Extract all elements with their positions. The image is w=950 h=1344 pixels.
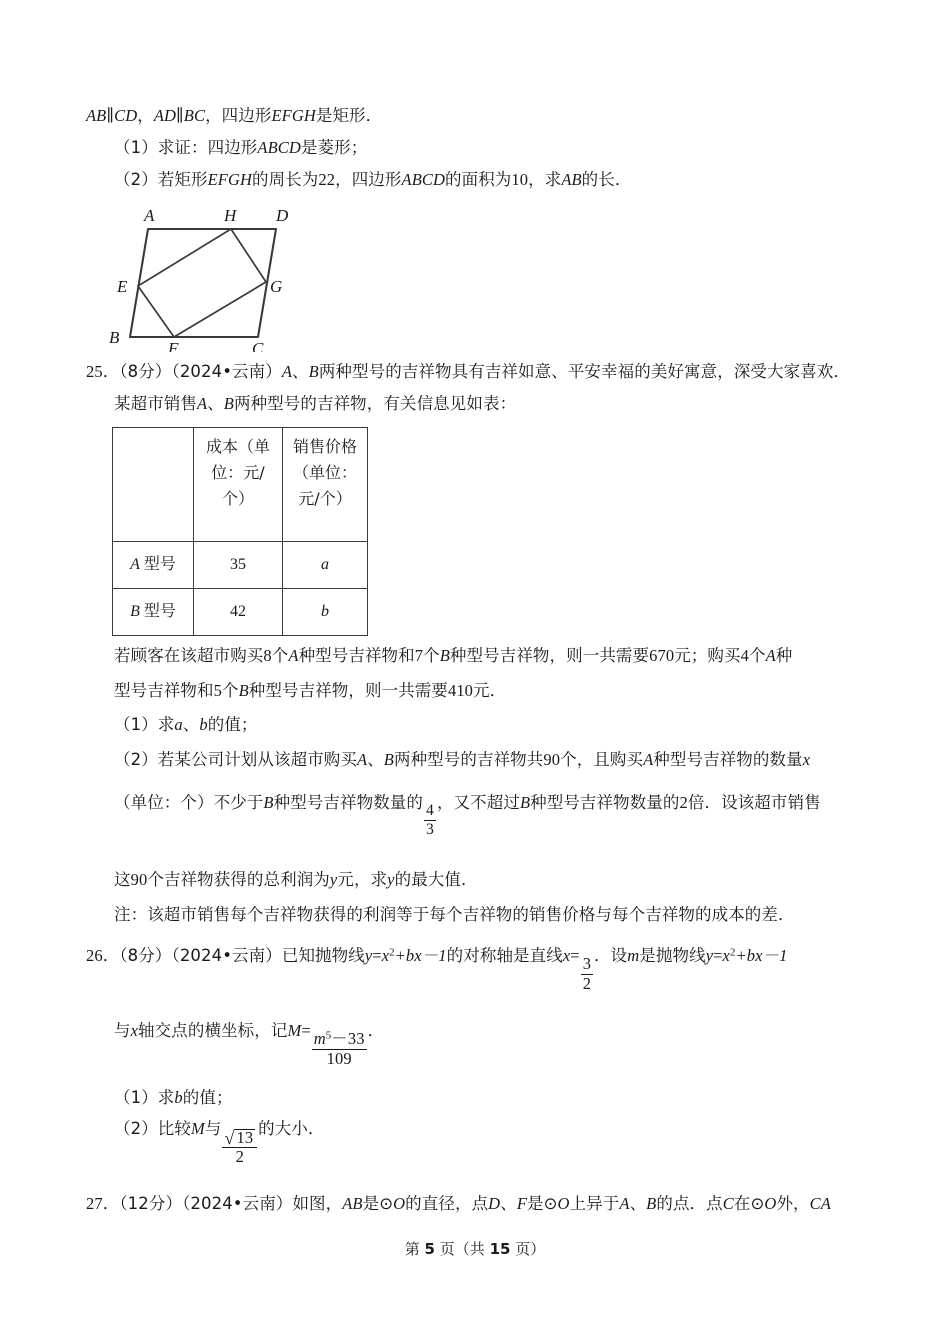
problem25-score: （8分） <box>119 362 172 382</box>
p26-dot-1: ． <box>594 945 611 965</box>
p27-text-f: 的点．点 <box>656 1194 723 1214</box>
circle-o-3: O <box>764 1194 777 1214</box>
row-a-price: a <box>283 541 368 588</box>
total-90-a: 90 <box>543 750 561 769</box>
q1-suffix: 的值； <box>207 715 258 735</box>
purchase-text-c: 种型号吉祥物，则一共需要 <box>449 645 650 665</box>
problem27-score: （12分） <box>119 1194 183 1214</box>
type-a-3: A <box>288 645 299 665</box>
p27-text-a: 如图， <box>292 1194 343 1214</box>
p26-text-c: 设 <box>610 945 628 965</box>
fraction-numerator: 4 <box>426 802 434 820</box>
page-content <box>86 104 876 1227</box>
p27-text-h: 外， <box>776 1194 810 1214</box>
note-text: 注：该超市销售每个吉祥物获得的利润等于每个吉祥物的销售价格与每个吉祥物的成本的差． <box>114 904 795 924</box>
p26-l2-a: 与 <box>114 1020 131 1040</box>
segment-ab-3: AB <box>342 1194 363 1214</box>
multiplier-2: 2 <box>679 792 688 812</box>
total-410: 410 <box>447 680 474 700</box>
problem25-note <box>86 903 876 928</box>
point-a: A <box>619 1194 630 1214</box>
purchase2-text-c: 元． <box>473 680 507 700</box>
fraction-numerator <box>312 1028 367 1050</box>
type-b-2: B <box>223 394 234 413</box>
problem25-purchase-line-2 <box>86 679 876 704</box>
fraction-denominator: 3 <box>426 821 434 839</box>
table-row <box>113 541 368 588</box>
total-90-b: 90 <box>130 870 148 890</box>
eq2-equals: = <box>713 945 723 965</box>
problem26-question-2 <box>86 1117 876 1166</box>
type-a-4: A <box>765 645 776 665</box>
fraction-denominator: 109 <box>326 1048 352 1068</box>
figure-label-G: G <box>270 277 283 297</box>
M-equals: = <box>301 1020 311 1040</box>
fraction-numerator: 3 <box>582 953 592 973</box>
type-b-3: B <box>439 645 450 665</box>
header-cell-empty <box>113 427 194 541</box>
eq2-rest: +bx－1 <box>735 945 788 965</box>
parallel-symbol-1: ∥ <box>106 106 115 125</box>
segment-cd: CD <box>114 106 138 125</box>
quad-abcd-2: ABCD <box>401 169 445 189</box>
row-a-cost: 35 <box>194 541 283 588</box>
figure-label-C: C <box>252 339 264 353</box>
sep-2: 、 <box>207 394 224 413</box>
footer-page-number: 5 <box>424 1240 435 1258</box>
q3-text-c: ，又不超过 <box>436 792 520 812</box>
comma-1: ， <box>137 106 154 125</box>
axis-x: x <box>562 945 571 965</box>
type-a-1: A <box>281 362 293 382</box>
footer-suffix: 页） <box>515 1240 546 1258</box>
row-b-cost: 42 <box>194 588 283 635</box>
p26-q1-prefix: （1）求 <box>114 1087 175 1107</box>
problem24-item-2 <box>86 168 876 193</box>
figure-label-B: B <box>109 328 120 348</box>
p27-sep-2: 、 <box>629 1194 647 1214</box>
item2-perimeter-text: 的周长为 <box>252 169 319 189</box>
supermarket-text: 某超市销售 <box>114 394 197 413</box>
header-cell-price <box>283 427 368 541</box>
var-M-1: M <box>287 1020 302 1040</box>
fraction-denominator: 2 <box>235 1147 244 1167</box>
eq2-x: x <box>722 945 730 965</box>
problem27-source: （2024•云南） <box>182 1194 293 1214</box>
problem25-question-2-line-1 <box>86 748 876 773</box>
fraction-sqrt13-over-2 <box>222 1129 257 1167</box>
p26-text-b: 的对称轴是直线 <box>446 945 563 965</box>
var-b-2: b <box>174 1087 183 1107</box>
header-cell-cost <box>194 427 283 541</box>
q4-text-d: 的最大值． <box>394 870 478 890</box>
footer-total-pages: 15 <box>489 1240 511 1258</box>
table-header-row <box>113 427 368 541</box>
row-b-price: b <box>283 588 368 635</box>
numerator-m: m <box>313 1028 326 1048</box>
circle-o-1: O <box>393 1194 406 1214</box>
figure-label-D: D <box>276 206 289 226</box>
p26-q2-suffix: 的大小． <box>258 1119 325 1139</box>
point-c: C <box>722 1194 734 1214</box>
unit-ge-2: 个 <box>423 645 440 665</box>
problem25-question-2-line-2 <box>86 791 876 838</box>
problem26-score: （8分） <box>119 945 172 965</box>
item1-suffix: 是菱形； <box>300 137 368 157</box>
row-label-b <box>113 588 194 635</box>
type-b-1: B <box>308 362 319 382</box>
eq1-rest: +bx－1 <box>394 945 447 965</box>
p27-text-d: 是⊙ <box>527 1194 558 1214</box>
footer-prefix: 第 <box>404 1240 420 1258</box>
row-a-letter: A <box>130 556 140 574</box>
unit-ge-1: 个 <box>271 645 289 665</box>
price-line-3: 元/个） <box>298 488 352 508</box>
q3-text-e: 倍．设该超市销售 <box>687 792 821 812</box>
qty-4: 4 <box>740 645 749 665</box>
problem25-question-2-line-3 <box>86 868 876 893</box>
purchase2-text-b: 种型号吉祥物，则一共需要 <box>248 680 448 700</box>
segment-ad: AD <box>153 106 177 125</box>
sqrt-13 <box>224 1129 255 1147</box>
problem24-givens-line <box>86 104 876 129</box>
q1-prefix: （1）求 <box>114 715 175 735</box>
figure-label-E: E <box>117 277 128 297</box>
footer-middle: 页（共 <box>439 1240 485 1258</box>
p27-sep-1: 、 <box>500 1194 517 1214</box>
segment-ab-2: AB <box>561 169 582 189</box>
q1-sep: 、 <box>182 715 200 735</box>
fraction-four-thirds <box>424 803 436 838</box>
purchase2-text-a: 型号吉祥物和 <box>114 680 214 700</box>
p26-q2-prefix: （2）比较 <box>114 1119 191 1139</box>
problem26-line-2 <box>86 1019 876 1068</box>
circle-o-2: O <box>557 1194 570 1214</box>
qty-5: 5 <box>213 680 222 700</box>
row-a-han: 型号 <box>143 554 176 574</box>
geometry-figure <box>86 202 876 352</box>
problem26-number: 26． <box>86 945 120 965</box>
problem26-line-1 <box>86 944 876 993</box>
type-b-6: B <box>263 792 274 812</box>
qty-7: 7 <box>414 645 424 665</box>
p26-q2-compare: 与 <box>204 1119 222 1139</box>
purchase-text-a: 若顾客在该超市购买 <box>114 645 264 665</box>
var-y-2: y <box>387 870 395 890</box>
unit-ge-4: 个 <box>221 680 239 700</box>
p27-text-c: 的直径，点 <box>405 1194 489 1214</box>
item2-prefix: （2）若矩形 <box>114 169 208 189</box>
axis-equals: = <box>570 945 580 965</box>
segment-ca: CA <box>809 1194 831 1214</box>
problem25-line-2 <box>86 392 876 417</box>
table-row <box>113 588 368 635</box>
problem24-item-1 <box>86 136 876 161</box>
purchase-text-d: 元；购买 <box>674 645 741 665</box>
numerator-exponent: 5 <box>325 1029 332 1042</box>
p27-text-g: 在⊙ <box>733 1194 765 1214</box>
quad-efgh-2: EFGH <box>207 169 252 189</box>
q2-sep: 、 <box>367 750 384 769</box>
type-b-7: B <box>519 792 531 812</box>
p27-text-e: 上异于 <box>569 1194 620 1214</box>
problem27-number: 27． <box>86 1194 120 1214</box>
problem26-question-1 <box>86 1086 876 1111</box>
type-b-5: B <box>383 750 394 769</box>
cost-line-3: 个） <box>221 488 254 508</box>
sep-1: 、 <box>292 362 309 382</box>
q2-text-c: 种型号吉祥物的数量 <box>653 750 803 769</box>
item2-area-text: 的面积为 <box>445 169 512 189</box>
unit-ge-3: 个 <box>748 645 766 665</box>
problem25-purchase-line-1 <box>86 644 876 669</box>
problem25-source: （2024•云南） <box>171 362 282 382</box>
point-f: F <box>516 1194 527 1214</box>
problem25-line1-text: 两种型号的吉祥物具有吉祥如意、平安幸福的美好寓意，深受大家喜欢． <box>318 362 851 382</box>
q4-text-b: 个吉祥物获得的总利润为 <box>147 870 330 890</box>
parallelogram-diagram <box>86 202 386 352</box>
var-x: x <box>802 750 811 769</box>
price-line-1: 销售价格 <box>292 436 357 456</box>
mascot-info-table <box>112 427 368 636</box>
eq2-exponent: 2 <box>729 946 736 959</box>
fraction-denominator: 2 <box>582 973 592 993</box>
type-a-6: A <box>643 750 654 769</box>
table-intro-text: 两种型号的吉祥物，有关信息见如表： <box>233 394 517 413</box>
eq1-equals: = <box>372 945 382 965</box>
var-y-1: y <box>329 870 338 890</box>
point-d: D <box>488 1194 501 1214</box>
purchase-text-e: 种 <box>775 645 793 665</box>
q3-text-d: 种型号吉祥物数量的 <box>530 792 680 812</box>
radicand: 13 <box>236 1127 254 1147</box>
quad-text-1: ，四边形 <box>205 106 272 125</box>
q4-text-a: 这 <box>114 870 131 890</box>
problem25-line-1 <box>86 360 876 385</box>
problem25-question-1 <box>86 713 876 738</box>
row-label-a <box>113 541 194 588</box>
figure-label-H: H <box>224 206 237 226</box>
p26-q1-suffix: 的值； <box>182 1087 233 1107</box>
item2-ask: ，求 <box>528 169 562 189</box>
item2-mid: ，四边形 <box>335 169 402 189</box>
q4-text-c: 元，求 <box>337 870 388 890</box>
q2-text-a: 两种型号的吉祥物共 <box>393 750 544 769</box>
eq1-y: y <box>364 945 373 965</box>
type-a-5: A <box>357 750 368 769</box>
var-M-2: M <box>191 1119 205 1139</box>
row-b-han: 型号 <box>143 601 176 621</box>
figure-label-A: A <box>144 206 155 226</box>
eq1-exponent: 2 <box>389 946 395 959</box>
cost-line-1: 成本（单 <box>205 436 270 456</box>
var-b: b <box>199 715 208 735</box>
area-value: 10 <box>511 169 529 189</box>
item1-prefix: （1）求证：四边形 <box>114 137 258 157</box>
axis-x-2: x <box>130 1020 139 1040</box>
eq2-y: y <box>705 945 714 965</box>
purchase-text-b: 种型号吉祥物和 <box>298 645 415 665</box>
quad-efgh-1: EFGH <box>271 106 316 125</box>
p26-l2-b: 轴交点的横坐标，记 <box>138 1020 288 1040</box>
eq1-x: x <box>381 945 390 965</box>
problem26-source: （2024•云南） <box>171 945 282 965</box>
q2-prefix: （2）若某公司计划从该超市购买 <box>114 750 357 769</box>
q3-text-b: 种型号吉祥物数量的 <box>273 792 423 812</box>
price-line-2: （单位： <box>292 462 357 482</box>
qty-8: 8 <box>263 645 272 665</box>
type-b-4: B <box>238 680 249 700</box>
p26-text-d: 是抛物线 <box>639 945 706 965</box>
fraction-numerator <box>222 1129 257 1149</box>
p27-text-b: 是⊙ <box>362 1194 394 1214</box>
problem25-number: 25． <box>86 362 120 382</box>
total-670: 670 <box>649 645 675 665</box>
radical-icon: √ <box>224 1128 235 1149</box>
perimeter-value: 22 <box>318 169 336 189</box>
fraction-three-halves <box>581 953 593 993</box>
q3-text-a: （单位：个）不少于 <box>114 792 264 812</box>
rectangle-efgh-outline <box>138 229 266 337</box>
segment-bc: BC <box>183 106 206 125</box>
page-footer <box>0 1238 950 1259</box>
var-m-1: m <box>627 945 640 965</box>
quad-abcd-1: ABCD <box>257 137 301 157</box>
problem27-line-1 <box>86 1192 876 1217</box>
segment-ab: AB <box>86 106 107 125</box>
row-b-letter: B <box>130 603 140 621</box>
item2-suffix: 的长． <box>581 169 632 189</box>
var-a: a <box>174 715 183 735</box>
q2-text-b: 个，且购买 <box>560 750 644 769</box>
rectangle-text: 是矩形． <box>315 106 383 125</box>
type-a-2: A <box>197 394 208 413</box>
figure-label-F: F <box>168 339 179 353</box>
point-b: B <box>646 1194 657 1214</box>
numerator-rest: －33 <box>331 1028 365 1048</box>
parallel-symbol-2: ∥ <box>176 106 184 125</box>
p26-text-a: 已知抛物线 <box>281 945 365 965</box>
fraction-M-definition <box>312 1028 367 1068</box>
p26-dot-2: ． <box>367 1020 385 1040</box>
cost-line-2: 位：元/ <box>211 462 265 482</box>
